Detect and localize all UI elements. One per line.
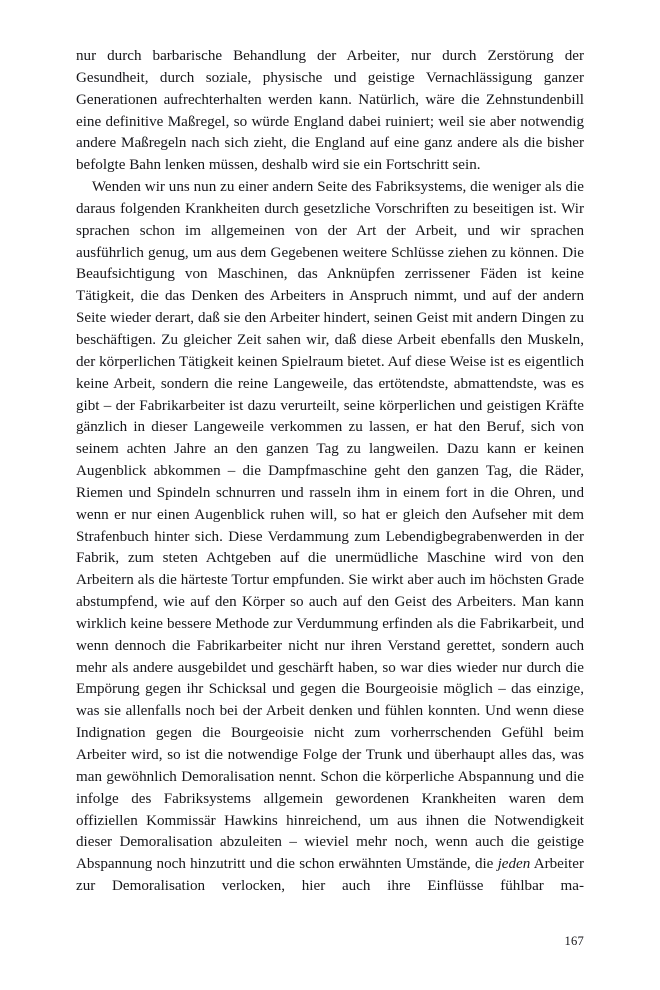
- paragraph-fabriksystem: [76, 177, 584, 920]
- emphasized-word-jeden: jeden: [497, 856, 531, 873]
- paragraph-text-part-one: Wenden wir uns nun zu einer andern Seite des Fabriksystems, die weniger als die daraus folgenden Krankheiten durch gesetzliche Vorschriften zu beseitigen ist. Wir sprachen schon im allgemeinen von der Art der Arbeit, und wir sprachen ausführlich genug, um aus dem Gegebenen weitere Schlüsse ziehen zu können. Die Beaufsichtigung von Maschinen, das Anknüpfen zerrissener Fäden ist keine Tätigkeit, die das Denken des Arbeiters in Anspruch nimmt, und auf der andern Seite wieder derart, daß sie den Arbeiter hindert, seinen Geist mit andern Dingen zu beschäftigen. Zu gleicher Zeit sahen wir, daß diese Arbeit ebenfalls den Muskeln, der körperlichen Tätigkeit keinen Spielraum bietet. Auf diese Weise ist es eigentlich keine Arbeit, sondern die reine Langeweile, das ertötendste, abmattendste, was es gibt – der Fabrikarbeiter ist dazu verurteilt, seine körperlichen und geistigen Kräfte gänzlich in dieser Langeweile verkommen zu lassen, er hat den Beruf, sich von seinem achten Jahre an den ganzen Tag zu langweilen. Dazu kann er keinen Augenblick abkommen – die Dampfmaschine geht den ganzen Tag, die Räder, Riemen und Spindeln schnurren und rasseln ihm in einem fort in die Ohren, und wenn er nur einen Augenblick ruhen will, so hat er gleich den Aufseher mit dem Strafenbuch hinter sich. Diese Verdammung zum Lebendigbegrabenwerden in der Fabrik, zum steten Achtgeben auf die unermüdliche Maschine wird von den Arbeitern als die härteste Tortur empfunden. Sie wirkt aber auch im höchsten Grade abstumpfend, wie auf den Körper so auch auf den Geist des Arbeiters. Man kann wirklich keine bessere Methode zur Verdummung erfinden als die Fabrikarbeit, und wenn dennoch die Fabrikarbeiter nicht nur ihren Verstand gerettet, sondern auch mehr als andere ausgebildet und geschärft haben, so war dies wieder nur durch die Empörung gegen ihr Schicksal und gegen die Bourgeoisie möglich – das einzige, was sie allenfalls noch bei der Arbeit denken und fühlen konnten. Und wenn diese Indignation gegen die Bourgeoisie nicht zum vorherrschenden Gefühl beim Arbeiter wird, so ist die notwendige Folge der Trunk und überhaupt alles das, was man gewöhnlich Demoralisation nennt. Schon die körperliche Abspannung und die infolge des Fabriksystems allgemein gewordenen Krankheiten waren dem offiziellen Kommissär Hawkins hinreichend, um aus ihnen die Notwendigkeit dieser Demoralisation abzuleiten – wieviel mehr noch, wenn auch die geistige Abspannung noch hinzutritt und die schon erwähnten Umstände, die: [76, 179, 584, 873]
- page-text-block: [76, 46, 584, 920]
- paragraph-text-part-two: Arbeiter zur Demoralisation verlocken, hier auch ihre Einflüsse fühlbar ma-: [76, 856, 584, 895]
- paragraph-continuation: nur durch barbarische Behandlung der Arbeiter, nur durch Zerstörung der Gesundheit, durch soziale, physische und geistige Vernachlässigung ganzer Generationen aufrechterhalten werden kann. Natürlich, wäre die Zehnstundenbill eine definitive Maßregel, so würde England dabei ruiniert; weil sie aber notwendig andere Maßregeln nach sich zieht, die England auf eine ganz andere als die bisher befolgte Bahn lenken müssen, deshalb wird sie ein Fortschritt sein.: [76, 48, 584, 174]
- page-number: 167: [564, 934, 584, 949]
